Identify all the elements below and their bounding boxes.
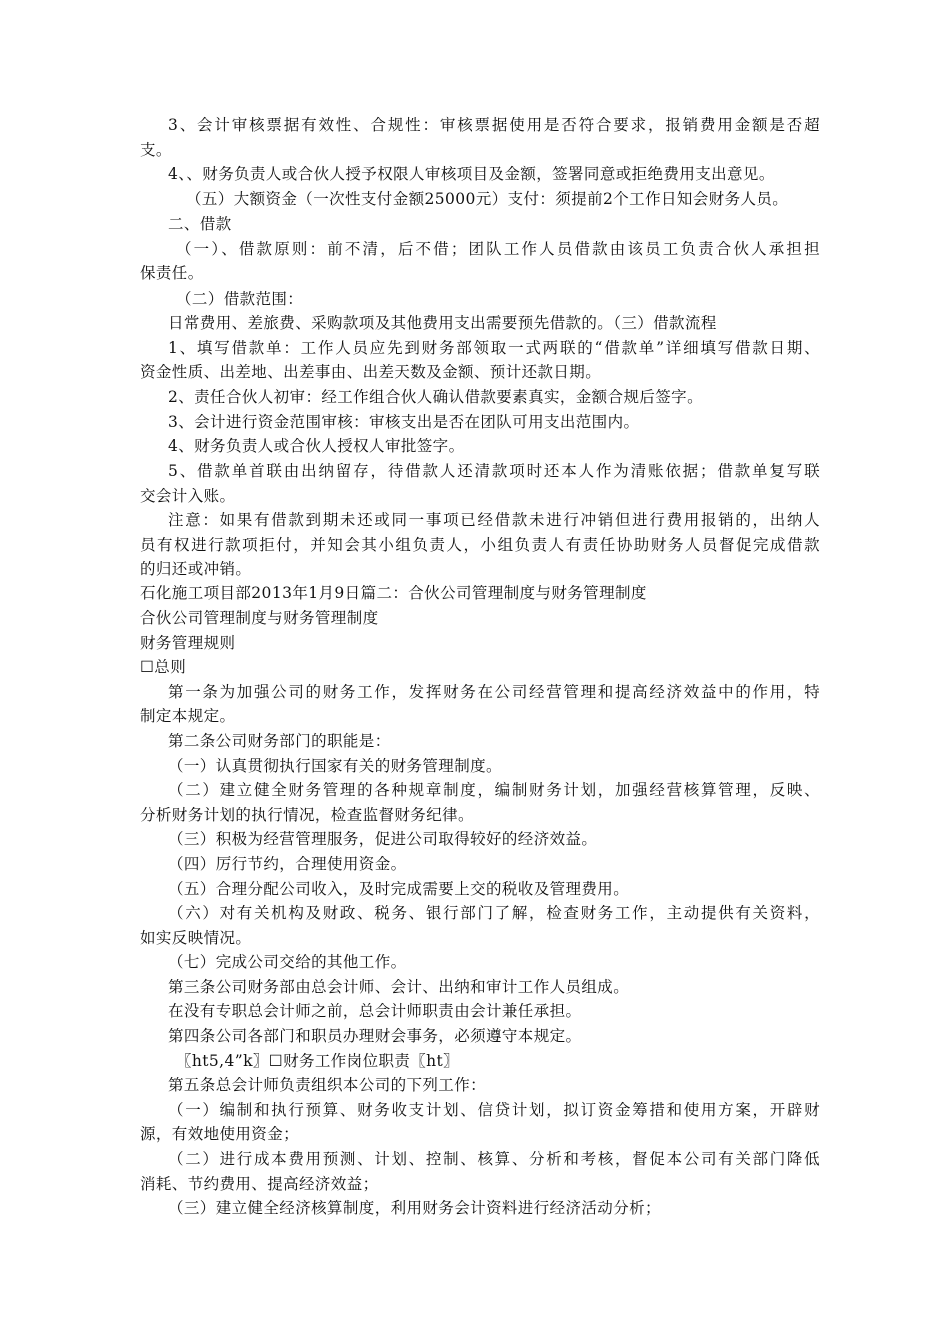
- text-line: 分析财务计划的执行情况，检查监督财务纪律。: [140, 806, 474, 824]
- text-line: 第二条公司财务部门的职能是：: [168, 732, 391, 750]
- text-line: 1、填写借款单：工作人员应先到财务部领取一式两联的“借款单”详细填写借款日期、: [168, 339, 820, 357]
- text-line: （一）、借款原则：前不清，后不借；团队工作人员借款由该员工负责合伙人承担担: [176, 240, 820, 258]
- text-line: （七）完成公司交给的其他工作。: [168, 953, 407, 971]
- section-heading: 财务管理规则: [140, 634, 236, 652]
- section-heading: 〖ht5,4”k〗☐财务工作岗位职责〖ht〗: [176, 1052, 460, 1070]
- text-line: （一）编制和执行预算、财务收支计划、信贷计划，拟订资金筹措和使用方案，开辟财: [168, 1101, 820, 1119]
- text-line: 第四条公司各部门和职员办理财会事务，必须遵守本规定。: [168, 1027, 582, 1045]
- text-line: 源，有效地使用资金；: [140, 1125, 300, 1143]
- text-line: 保责任。: [140, 264, 204, 282]
- text-line: 2、责任合伙人初审：经工作组合伙人确认借款要素真实，金额合规后签字。: [168, 388, 703, 406]
- text-line: 制定本规定。: [140, 707, 236, 725]
- text-line: 4、、财务负责人或合伙人授予权限人审核项目及金额，签署同意或拒绝费用支出意见。: [168, 165, 775, 183]
- section-heading: 二、借款: [168, 215, 232, 233]
- text-line: 交会计入账。: [140, 487, 236, 505]
- text-line: 第一条为加强公司的财务工作，发挥财务在公司经营管理和提高经济效益中的作用，特: [168, 683, 820, 701]
- text-line: 第五条总会计师负责组织本公司的下列工作：: [168, 1076, 487, 1094]
- text-line: （六）对有关机构及财政、税务、银行部门了解，检查财务工作，主动提供有关资料，: [168, 904, 820, 922]
- text-line: （二）进行成本费用预测、计划、控制、核算、分析和考核，督促本公司有关部门降低: [168, 1150, 820, 1168]
- text-line: （五）合理分配公司收入，及时完成需要上交的税收及管理费用。: [168, 880, 630, 898]
- text-line: （三）积极为经营管理服务，促进公司取得较好的经济效益。: [168, 830, 598, 848]
- text-line: 3、会计审核票据有效性、合规性：审核票据使用是否符合要求，报销费用金额是否超: [168, 116, 820, 134]
- text-line: （一）认真贯彻执行国家有关的财务管理制度。: [168, 757, 502, 775]
- text-line: （二）建立健全财务管理的各种规章制度，编制财务计划，加强经营核算管理，反映、: [168, 781, 820, 799]
- text-line: 资金性质、出差地、出差事由、出差天数及金额、预计还款日期。: [140, 363, 602, 381]
- text-line: 5、借款单首联由出纳留存，待借款人还清款项时还本人作为清账依据；借款单复写联: [168, 462, 820, 480]
- text-line: 的归还或冲销。: [140, 560, 252, 578]
- text-line: 支。: [140, 141, 172, 159]
- text-line: （三）建立健全经济核算制度，利用财务会计资料进行经济活动分析；: [168, 1199, 661, 1217]
- text-line: （四）厉行节约，合理使用资金。: [168, 855, 407, 873]
- text-line: 3、会计进行资金范围审核：审核支出是否在团队可用支出范围内。: [168, 413, 640, 431]
- text-line: 如实反映情况。: [140, 929, 252, 947]
- text-line: 石化施工项目部2013年1月9日篇二：合伙公司管理制度与财务管理制度: [140, 584, 647, 602]
- document-title: 合伙公司管理制度与财务管理制度: [140, 609, 379, 627]
- text-line: （二）借款范围：: [176, 290, 304, 308]
- text-line: 4、财务负责人或合伙人授权人审批签字。: [168, 437, 465, 455]
- section-heading: ☐总则: [140, 658, 187, 676]
- text-line: 第三条公司财务部由总会计师、会计、出纳和审计工作人员组成。: [168, 978, 630, 996]
- text-line: （五）大额资金（一次性支付金额25000元）支付：须提前2个工作日知会财务人员。: [186, 190, 789, 208]
- text-line: 消耗、节约费用、提高经济效益；: [140, 1175, 379, 1193]
- text-line: 在没有专职总会计师之前，总会计师职责由会计兼任承担。: [168, 1002, 582, 1020]
- text-line: 注意：如果有借款到期未还或同一事项已经借款未进行冲销但进行费用报销的，出纳人: [168, 511, 820, 529]
- text-line: 员有权进行款项拒付，并知会其小组负责人，小组负责人有责任协助财务人员督促完成借款: [140, 536, 820, 554]
- text-line: 日常费用、差旅费、采购款项及其他费用支出需要预先借款的。（三）借款流程: [168, 314, 717, 332]
